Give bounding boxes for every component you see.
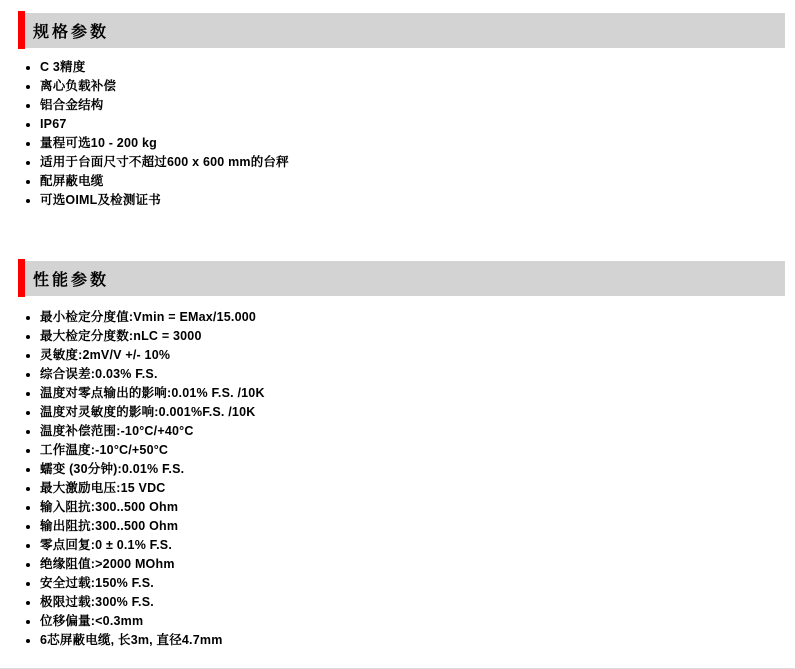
section-title-specs: 规格参数 (33, 24, 110, 41)
section-header-specs (18, 13, 785, 48)
list-item: • 温度对零点输出的影响:0.01% F.S. /10K (40, 384, 795, 403)
list-item: • 灵敏度:2mV/V +/- 10% (40, 346, 795, 365)
spec-document-page (0, 13, 795, 669)
section-header-performance (18, 261, 785, 296)
list-item: • 可选OIML及检测证书 (40, 191, 795, 210)
list-item: • 铝合金结构 (40, 96, 795, 115)
list-item: • 最小检定分度值:Vmin = EMax/15.000 (40, 308, 795, 327)
list-item: • 蠕变 (30分钟):0.01% F.S. (40, 460, 795, 479)
list-item: • 零点回复:0 ± 0.1% F.S. (40, 536, 795, 555)
list-item: • 量程可选10 - 200 kg (40, 134, 795, 153)
red-accent-bar (18, 259, 25, 297)
list-item: • 最大激励电压:15 VDC (40, 479, 795, 498)
list-item: • 工作温度:-10°C/+50°C (40, 441, 795, 460)
red-accent-bar (18, 11, 25, 49)
list-item: • 温度对灵敏度的影响:0.001%F.S. /10K (40, 403, 795, 422)
list-item: • 安全过载:150% F.S. (40, 574, 795, 593)
list-item: • C 3精度 (40, 58, 795, 77)
list-item: • 输入阻抗:300..500 Ohm (40, 498, 795, 517)
list-item: • 离心负载补偿 (40, 77, 795, 96)
list-item: • 综合误差:0.03% F.S. (40, 365, 795, 384)
performance-list (0, 308, 795, 650)
section-title-performance: 性能参数 (33, 272, 110, 289)
list-item: • 适用于台面尺寸不超过600 x 600 mm的台秤 (40, 153, 795, 172)
list-item: • 最大检定分度数:nLC = 3000 (40, 327, 795, 346)
list-item: • 6芯屏蔽电缆, 长3m, 直径4.7mm (40, 631, 795, 650)
list-item: • 绝缘阻值:>2000 MOhm (40, 555, 795, 574)
list-item: • IP67 (40, 115, 795, 134)
spec-list (0, 58, 795, 210)
list-item: • 位移偏量:<0.3mm (40, 612, 795, 631)
list-item: • 极限过载:300% F.S. (40, 593, 795, 612)
list-item: • 配屏蔽电缆 (40, 172, 795, 191)
list-item: • 输出阻抗:300..500 Ohm (40, 517, 795, 536)
list-item: • 温度补偿范围:-10°C/+40°C (40, 422, 795, 441)
